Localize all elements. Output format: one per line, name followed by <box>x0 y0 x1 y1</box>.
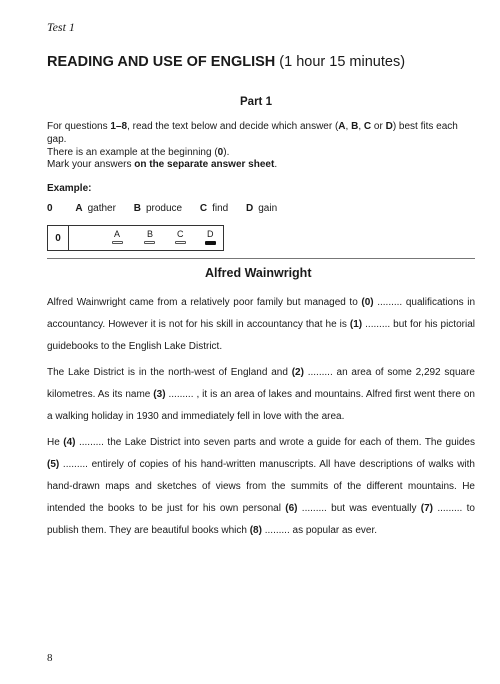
instr-zero: 0 <box>217 147 224 158</box>
para-text: ......... qualifications in accountancy. However it is not for his skill in accountancy that he is <box>47 297 476 330</box>
example-number: 0 <box>47 203 53 214</box>
part-label: Part 1 <box>240 96 272 108</box>
instr-text: , read the text below and decide which answer ( <box>127 121 339 132</box>
instructions-paragraph <box>47 120 477 159</box>
instr-sep: , <box>358 121 364 132</box>
section-title-duration: (1 hour 15 minutes) <box>275 54 406 70</box>
gap-7: (7) <box>420 503 434 514</box>
para-text: ......... to publish them. They are beautiful books which <box>47 503 475 536</box>
example-answer-box <box>47 225 224 251</box>
example-option-d <box>246 203 277 214</box>
option-letter: B <box>133 203 141 214</box>
example-option-c <box>200 203 228 214</box>
instr-opt-c: C <box>363 121 372 132</box>
text-paragraph-1 <box>47 292 475 358</box>
answer-mark-a <box>112 241 123 244</box>
answer-box-cells <box>69 226 223 250</box>
para-text: ......... , it is an area of lakes and mountains. Alfred first went there on a walking holiday in 1930 and immediately fell in love with the area. <box>47 389 475 422</box>
option-letter: C <box>199 203 208 214</box>
gap-2: (2) <box>291 367 304 378</box>
instr-opt-d: D <box>385 121 393 132</box>
section-title-main: READING AND USE OF ENGLISH <box>47 54 276 70</box>
instr-text: . <box>274 159 278 170</box>
answer-box-letter-d: D <box>207 229 214 239</box>
section-title <box>47 54 405 70</box>
para-text: Alfred Wainwright came from a relatively poor family but managed to <box>47 297 362 308</box>
text-title-label: Alfred Wainwright <box>205 266 312 280</box>
option-letter: D <box>246 203 254 214</box>
instr-opt-a: A <box>338 121 346 132</box>
answer-box-number: 0 <box>48 226 69 250</box>
para-text: ......... entirely of copies of his hand-written manuscripts. All have descriptions of walks with hand-drawn maps and sketches of views from the summits of the different mountains. He intended the books to be just for his own personal <box>47 459 475 514</box>
instr-range: 1–8 <box>110 121 128 132</box>
test-label: Test 1 <box>47 20 75 34</box>
option-word: produce <box>145 203 183 214</box>
option-word: gain <box>258 203 278 214</box>
instr-opt-b: B <box>351 121 359 132</box>
option-word: gather <box>87 203 116 214</box>
answer-box-letter-c: C <box>177 229 184 239</box>
instr-text: ) best fits each gap. <box>47 121 458 145</box>
gap-6: (6) <box>285 503 298 514</box>
gap-5: (5) <box>47 459 60 470</box>
example-option-a <box>75 203 116 214</box>
option-letter: A <box>75 203 83 214</box>
example-option-b <box>134 203 182 214</box>
divider-line <box>47 258 475 259</box>
text-paragraph-3 <box>47 432 475 542</box>
instr-answer-sheet: on the separate answer sheet <box>134 159 275 170</box>
instr-sep: or <box>371 121 386 132</box>
gap-4: (4) <box>63 437 76 448</box>
para-text: The Lake District is in the north-west of England and <box>47 367 292 378</box>
instr-text: There is an example at the beginning ( <box>47 147 218 158</box>
answer-box-letter-a: A <box>114 229 121 239</box>
answer-box-letter-b: B <box>147 229 154 239</box>
mark-answers-instruction <box>47 158 477 171</box>
gap-0: (0) <box>361 297 374 308</box>
gap-8: (8) <box>249 525 262 536</box>
example-options <box>47 203 292 214</box>
instr-sep: , <box>345 121 352 132</box>
text-paragraph-2 <box>47 362 475 428</box>
instr-text: Mark your answers <box>47 159 135 170</box>
instr-text: ). <box>223 147 230 158</box>
answer-mark-c <box>175 241 186 244</box>
para-text: ......... the Lake District into seven parts and wrote a guide for each of them. The guides <box>75 437 475 448</box>
gap-1: (1) <box>349 319 363 330</box>
para-text: ......... but was eventually <box>297 503 421 514</box>
para-text: ......... an area of some 2,292 square kilometres. As its name <box>47 367 475 400</box>
answer-mark-d-selected <box>205 241 216 245</box>
para-text: ......... but for his pictorial guidebooks to the English Lake District. <box>47 319 475 352</box>
para-text: He <box>47 437 64 448</box>
para-text: ......... as popular as ever. <box>261 525 378 536</box>
example-label: Example: <box>47 183 92 194</box>
gap-3: (3) <box>153 389 166 400</box>
instr-text: For questions <box>47 121 111 132</box>
option-word: find <box>212 203 229 214</box>
page-number: 8 <box>47 652 53 664</box>
answer-mark-b <box>144 241 155 244</box>
